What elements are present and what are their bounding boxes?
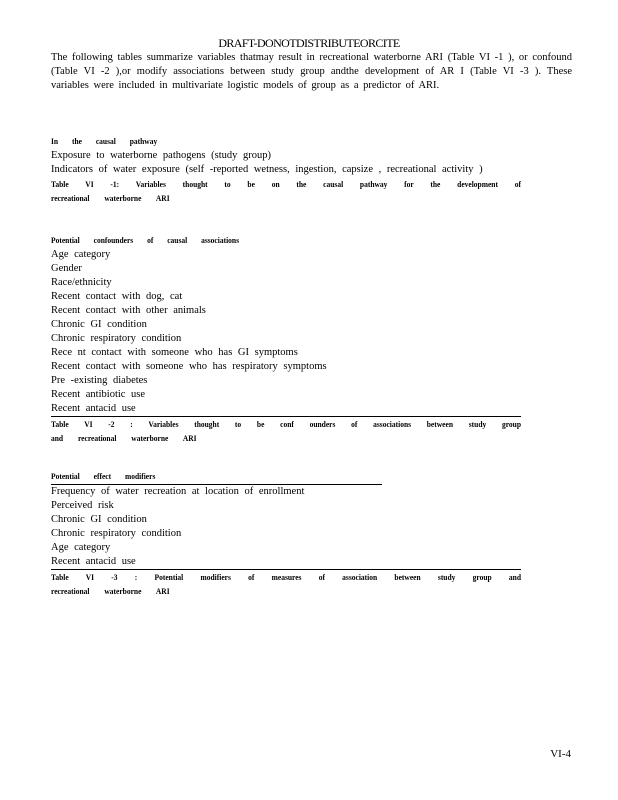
intro-paragraph: The following tables summarize variables thatmay result in recreational waterborne ARI (Table VI -1 ), or confound (Table VI -2 ),or modify associations between study group andthe development of AR I (Table VI -3 ). These variables were included in multivariate logistic models of group as a predictor of ARI. bbox=[51, 52, 572, 91]
list-item: Gender bbox=[51, 263, 82, 274]
table-vi-2 bbox=[51, 235, 521, 443]
table-vi-3-caption: Table VI -3 : Potential modifiers of measures of association between study group and recreational waterborne ARI bbox=[51, 572, 521, 597]
list-item: Pre -existing diabetes bbox=[51, 375, 148, 386]
table-vi-1-heading: In the causal pathway bbox=[51, 136, 158, 147]
list-item: Chronic respiratory condition bbox=[51, 333, 182, 344]
list-item: Exposure to waterborne pathogens (study group) bbox=[51, 150, 271, 161]
list-item: Recent antacid use bbox=[51, 556, 136, 567]
list-item: Chronic respiratory condition bbox=[51, 528, 182, 539]
list-item: Age category bbox=[51, 249, 111, 260]
list-item: Chronic GI condition bbox=[51, 319, 147, 330]
table-vi-2-heading: Potential confounders of causal associations bbox=[51, 235, 240, 246]
list-item: Frequency of water recreation at location of enrollment bbox=[51, 486, 305, 497]
list-item: Recent antibiotic use bbox=[51, 389, 146, 400]
table-vi-1-caption: Table VI -1: Variables thought to be on the causal pathway for the development of recreational waterborne ARI bbox=[51, 179, 521, 204]
page-number: VI-4 bbox=[550, 748, 571, 760]
table-vi-3-heading: Potential effect modifiers bbox=[51, 471, 156, 482]
table-vi-3 bbox=[51, 471, 521, 596]
table-vi-1 bbox=[51, 136, 521, 203]
list-item: Race/ethnicity bbox=[51, 277, 112, 288]
list-item: Rece nt contact with someone who has GI symptoms bbox=[51, 347, 298, 358]
list-item: Recent antacid use bbox=[51, 403, 136, 414]
draft-notice-header: DRAFT-DONOTDISTRIBUTEORCITE bbox=[218, 36, 400, 50]
list-item: Recent contact with other animals bbox=[51, 305, 206, 316]
list-item: Perceived risk bbox=[51, 500, 114, 511]
list-item: Recent contact with dog, cat bbox=[51, 291, 183, 302]
list-item: Recent contact with someone who has respiratory symptoms bbox=[51, 361, 327, 372]
list-item: Age category bbox=[51, 542, 111, 553]
list-item: Indicators of water exposure (self -reported wetness, ingestion, capsize , recreational activity ) bbox=[51, 164, 483, 175]
list-item: Chronic GI condition bbox=[51, 514, 147, 525]
table-vi-2-caption: Table VI -2 : Variables thought to be conf ounders of associations between study group and recreational waterborne ARI bbox=[51, 419, 521, 444]
